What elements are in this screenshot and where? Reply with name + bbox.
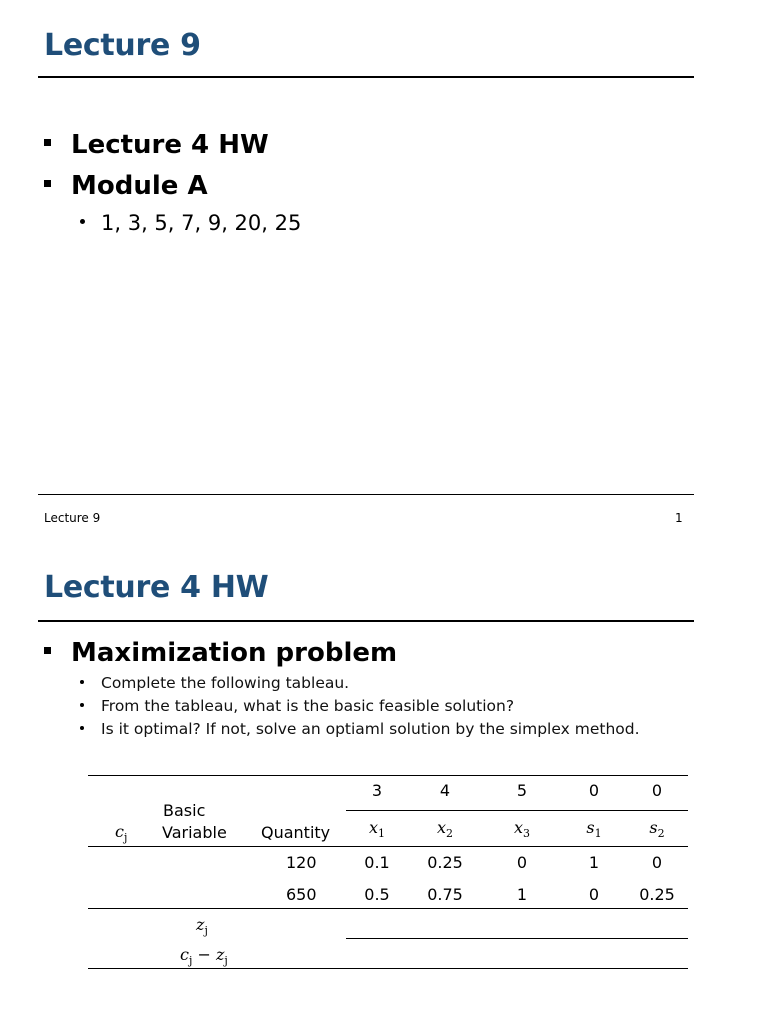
objective-coef: 0 [651, 781, 663, 800]
bullet-text: Module A [71, 171, 208, 201]
row-quantity: 650 [286, 885, 317, 904]
module-a-problems [80, 211, 301, 235]
objective-coef: 5 [516, 781, 528, 800]
table-cell: 1 [516, 885, 528, 904]
table-cell: 0 [651, 853, 663, 872]
var-header: $x_3$ [513, 818, 531, 841]
bullet-lecture4-hw [44, 130, 269, 160]
variable-header: Variable [162, 823, 227, 842]
table-bottom-rule [88, 968, 688, 969]
var-header: $s_1$ [586, 818, 602, 841]
header-rule [88, 846, 688, 847]
basic-header: Basic [163, 801, 206, 820]
quantity-header: Quantity [261, 823, 331, 842]
item-text: From the tableau, what is the basic feasible solution? [101, 697, 515, 715]
slide1-title: Lecture 9 [44, 28, 201, 63]
square-bullet-icon [44, 139, 51, 146]
var-header: $x_1$ [368, 818, 386, 841]
zj-label: $z_j$ [196, 915, 208, 938]
bullet-module-a [44, 171, 208, 201]
heading-maximization [44, 638, 397, 668]
table-top-rule [88, 775, 688, 776]
round-bullet-icon [80, 703, 84, 707]
problem-list: 1, 3, 5, 7, 9, 20, 25 [101, 211, 302, 235]
round-bullet-icon [80, 726, 84, 730]
square-bullet-icon [44, 180, 51, 187]
title-rule [38, 620, 694, 622]
var-header: $x_2$ [436, 818, 454, 841]
table-cell: 1 [588, 853, 600, 872]
table-cell: 0.5 [364, 885, 390, 904]
table-cell: 0.75 [427, 885, 463, 904]
table-cell: 0.25 [639, 885, 675, 904]
bullet-text: Lecture 4 HW [71, 130, 269, 160]
body-rule [88, 908, 688, 909]
cj-minus-zj-label: $c_j - z_j$ [180, 945, 228, 968]
row-quantity: 120 [286, 853, 317, 872]
objective-coef: 0 [588, 781, 600, 800]
objective-coef: 3 [371, 781, 383, 800]
square-bullet-icon [44, 647, 51, 654]
cj-header: $c_j$ [115, 822, 128, 845]
var-header: $s_2$ [649, 818, 665, 841]
footer-rule [38, 494, 694, 495]
round-bullet-icon [80, 219, 85, 224]
title-rule [38, 76, 694, 78]
list-item [80, 697, 514, 715]
table-cell: 0 [516, 853, 528, 872]
slide2-title: Lecture 4 HW [44, 570, 269, 605]
item-text: Complete the following tableau. [101, 674, 350, 692]
round-bullet-icon [80, 680, 84, 684]
item-text: Is it optimal? If not, solve an optiaml solution by the simplex method. [101, 720, 640, 738]
table-cell: 0.1 [364, 853, 390, 872]
table-cell: 0 [588, 885, 600, 904]
page-number: 1 [675, 511, 683, 525]
zj-rule [346, 938, 688, 939]
footer-label: Lecture 9 [44, 511, 101, 525]
objective-coef: 4 [439, 781, 451, 800]
table-cell: 0.25 [427, 853, 463, 872]
simplex-tableau [88, 773, 688, 973]
list-item [80, 674, 349, 692]
list-item [80, 720, 640, 738]
objective-rule [346, 810, 688, 811]
heading-text: Maximization problem [71, 638, 398, 668]
